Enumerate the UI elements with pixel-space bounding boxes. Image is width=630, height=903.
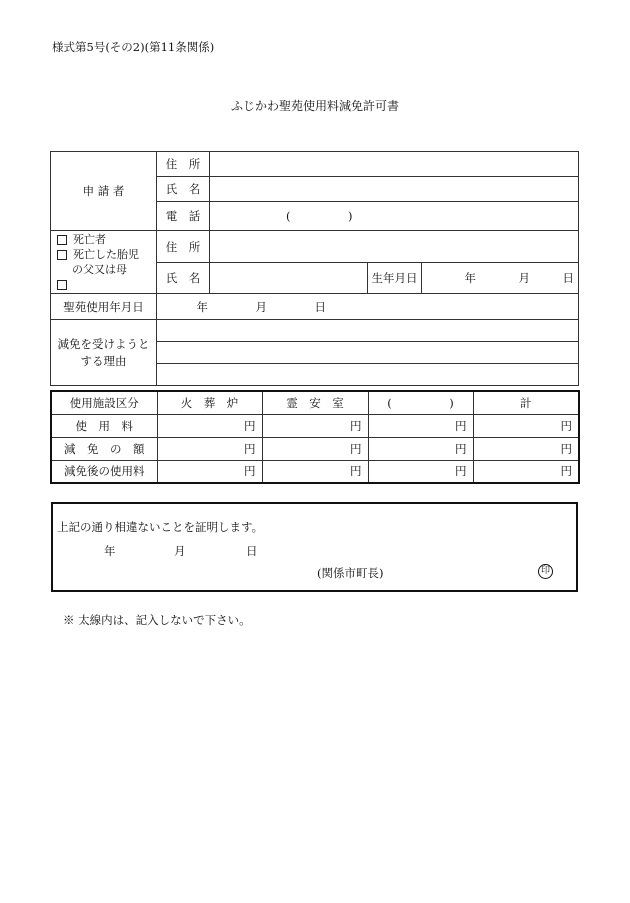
reason-label-line2: する理由: [80, 353, 127, 368]
table-row: [51, 437, 579, 460]
fee-cell[interactable]: 円: [473, 414, 579, 437]
applicant-name-field[interactable]: [210, 177, 579, 202]
fee-row-label: 使 用 料: [51, 414, 157, 437]
option-fetus-label-cont: の父又は母: [72, 263, 127, 276]
dob-year: 年: [464, 271, 476, 285]
fee-cell[interactable]: 円: [262, 437, 368, 460]
fee-header-total: 計: [473, 391, 579, 414]
phone-parens: ( ): [286, 209, 353, 223]
fee-cell[interactable]: 円: [262, 414, 368, 437]
deceased-name-label: 氏 名: [157, 263, 210, 294]
certification-statement: 上記の通り相違ないことを証明します。: [57, 520, 264, 534]
deceased-address-label: 住 所: [157, 231, 210, 263]
usage-year: 年: [196, 299, 208, 314]
usage-month: 月: [255, 299, 267, 314]
cert-year: 年: [104, 544, 116, 558]
dob-month: 月: [518, 271, 530, 285]
applicant-address-label: 住 所: [157, 152, 210, 177]
usage-date-field[interactable]: [157, 294, 579, 320]
fee-row-label: 減 免 の 額: [51, 437, 157, 460]
dob-day: 日: [562, 271, 574, 285]
deceased-options: [51, 231, 157, 294]
reason-line-2[interactable]: [157, 342, 579, 364]
checkbox-other[interactable]: [57, 280, 67, 290]
applicant-phone-label: 電 話: [157, 202, 210, 231]
fee-cell[interactable]: 円: [157, 460, 262, 483]
fee-cell[interactable]: 円: [157, 437, 262, 460]
fee-header-cremation: 火 葬 炉: [157, 391, 262, 414]
deceased-name-field[interactable]: [210, 263, 368, 294]
footnote: ※ 太線内は、記入しないで下さい。: [63, 613, 251, 627]
fee-cell[interactable]: 円: [473, 437, 579, 460]
reason-label-line1: 減免を受けようと: [57, 336, 150, 351]
fee-header-other: ( ): [368, 391, 473, 414]
fee-cell[interactable]: 円: [262, 460, 368, 483]
applicant-phone-field[interactable]: [210, 202, 579, 231]
application-table: [50, 151, 579, 386]
table-row: [51, 460, 579, 483]
fee-cell[interactable]: 円: [368, 460, 473, 483]
table-row: [51, 414, 579, 437]
applicant-address-field[interactable]: [210, 152, 579, 177]
fee-table: [50, 390, 580, 484]
usage-date-label: 聖苑使用年月日: [51, 294, 157, 320]
dob-label: 生年月日: [368, 263, 422, 294]
fee-cell[interactable]: 円: [368, 414, 473, 437]
fee-header-mortuary: 霊 安 室: [262, 391, 368, 414]
document-title: ふじかわ聖苑使用料減免許可書: [230, 99, 399, 113]
reason-line-3[interactable]: [157, 364, 579, 386]
fee-cell[interactable]: 円: [368, 437, 473, 460]
usage-day: 日: [314, 299, 326, 314]
reason-line-1[interactable]: [157, 320, 579, 342]
form-number: 様式第5号(その2)(第11条関係): [52, 40, 215, 54]
seal-mark: 印: [538, 564, 553, 579]
certification-box: [51, 502, 578, 592]
checkbox-fetus-parent[interactable]: [57, 250, 67, 260]
fee-header-category: 使用施設区分: [51, 391, 157, 414]
fee-cell[interactable]: 円: [157, 414, 262, 437]
applicant-label: 申 請 者: [51, 152, 157, 231]
option-deceased-label: 死亡者: [73, 233, 106, 246]
cert-day: 日: [246, 544, 258, 558]
checkbox-deceased[interactable]: [57, 235, 67, 245]
official-title: (関係市町長): [317, 566, 384, 580]
option-fetus-label: 死亡した胎児: [73, 248, 139, 261]
fee-cell[interactable]: 円: [473, 460, 579, 483]
deceased-address-field[interactable]: [210, 231, 579, 263]
dob-field[interactable]: [422, 263, 579, 294]
cert-month: 月: [174, 544, 186, 558]
reason-label: [51, 320, 157, 386]
applicant-name-label: 氏 名: [157, 177, 210, 202]
fee-row-label: 減免後の使用料: [51, 460, 157, 483]
